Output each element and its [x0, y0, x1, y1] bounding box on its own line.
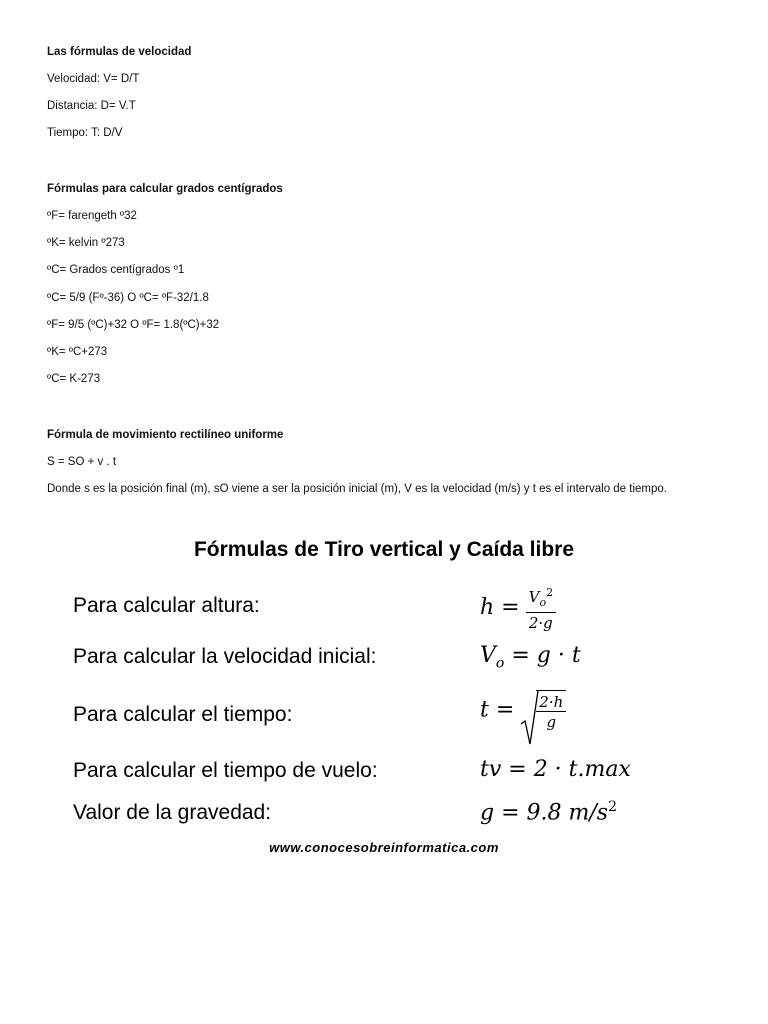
square-root-icon [520, 690, 566, 731]
equation-time-lhs: t = [480, 697, 515, 723]
equation-velocity-var: V [480, 643, 496, 668]
formula-label-height: Para calcular altura: [73, 594, 260, 617]
equation-height-num-sub: o [539, 596, 547, 609]
equation-height-lhs: h = [480, 595, 520, 620]
formula-label-flight-time: Para calcular el tiempo de vuelo: [73, 759, 378, 782]
equation-time-numerator: 2·h [539, 693, 564, 711]
equation-height-num-var: V [528, 588, 540, 606]
temperature-line: ºC= Grados centígrados º1 [47, 264, 185, 276]
equation-height-fraction [526, 584, 556, 632]
equation-gravity [480, 799, 617, 825]
equation-height-numerator [526, 584, 556, 612]
time-line: Tiempo: T: D/V [47, 127, 123, 139]
movement-formula: S = SO + v . t [47, 456, 117, 468]
equation-gravity-unit: m/s [568, 800, 609, 826]
movement-heading: Fórmula de movimiento rectilíneo uniforme [47, 429, 284, 441]
formula-label-initial-velocity: Para calcular la velocidad inicial: [73, 645, 377, 668]
movement-description: Donde s es la posición final (m), sO viene a ser la posición inicial (m), V es la velocidad (m/s) y t es el intervalo de tiempo. [47, 483, 667, 495]
velocity-heading: Las fórmulas de velocidad [47, 46, 192, 58]
temperature-line: ºF= 9/5 (ºC)+32 O ºF= 1.8(ºC)+32 [47, 319, 220, 331]
website-footer: www.conocesobreinformatica.com [269, 840, 499, 855]
temperature-line: ºC= 5/9 (Fº-36) O ºC= ºF-32/1.8 [47, 292, 209, 304]
equation-flight-time: tv = 2 · t.max [480, 757, 631, 782]
equation-time-fraction [536, 693, 566, 731]
formula-label-time: Para calcular el tiempo: [73, 703, 293, 726]
temperature-line: ºF= farengeth º32 [47, 210, 137, 222]
formula-label-gravity: Valor de la gravedad: [73, 801, 272, 824]
radical-sign-icon [520, 690, 540, 746]
temperature-line: ºK= ºC+273 [47, 346, 108, 358]
velocity-line: Velocidad: V= D/T [47, 73, 140, 85]
temperature-heading: Fórmulas para calcular grados centígrados [47, 183, 283, 195]
equation-time-radicand [536, 690, 566, 731]
temperature-line: ºC= K-273 [47, 373, 101, 385]
equation-velocity-rhs: = g · t [511, 643, 581, 668]
distance-line: Distancia: D= V.T [47, 100, 136, 112]
formula-image-title: Fórmulas de Tiro vertical y Caída libre [193, 538, 575, 561]
equation-time [480, 690, 566, 731]
equation-height-denominator: 2·g [526, 612, 556, 632]
equation-gravity-lhs: g = 9.8 [480, 800, 562, 826]
equation-gravity-sup: 2 [608, 799, 617, 815]
equation-time-denominator: g [536, 711, 566, 731]
equation-velocity-sub: o [495, 655, 505, 672]
equation-height [480, 584, 556, 632]
equation-height-num-sup: 2 [546, 586, 554, 599]
temperature-line: ºK= kelvin º273 [47, 237, 125, 249]
equation-initial-velocity [480, 643, 581, 671]
